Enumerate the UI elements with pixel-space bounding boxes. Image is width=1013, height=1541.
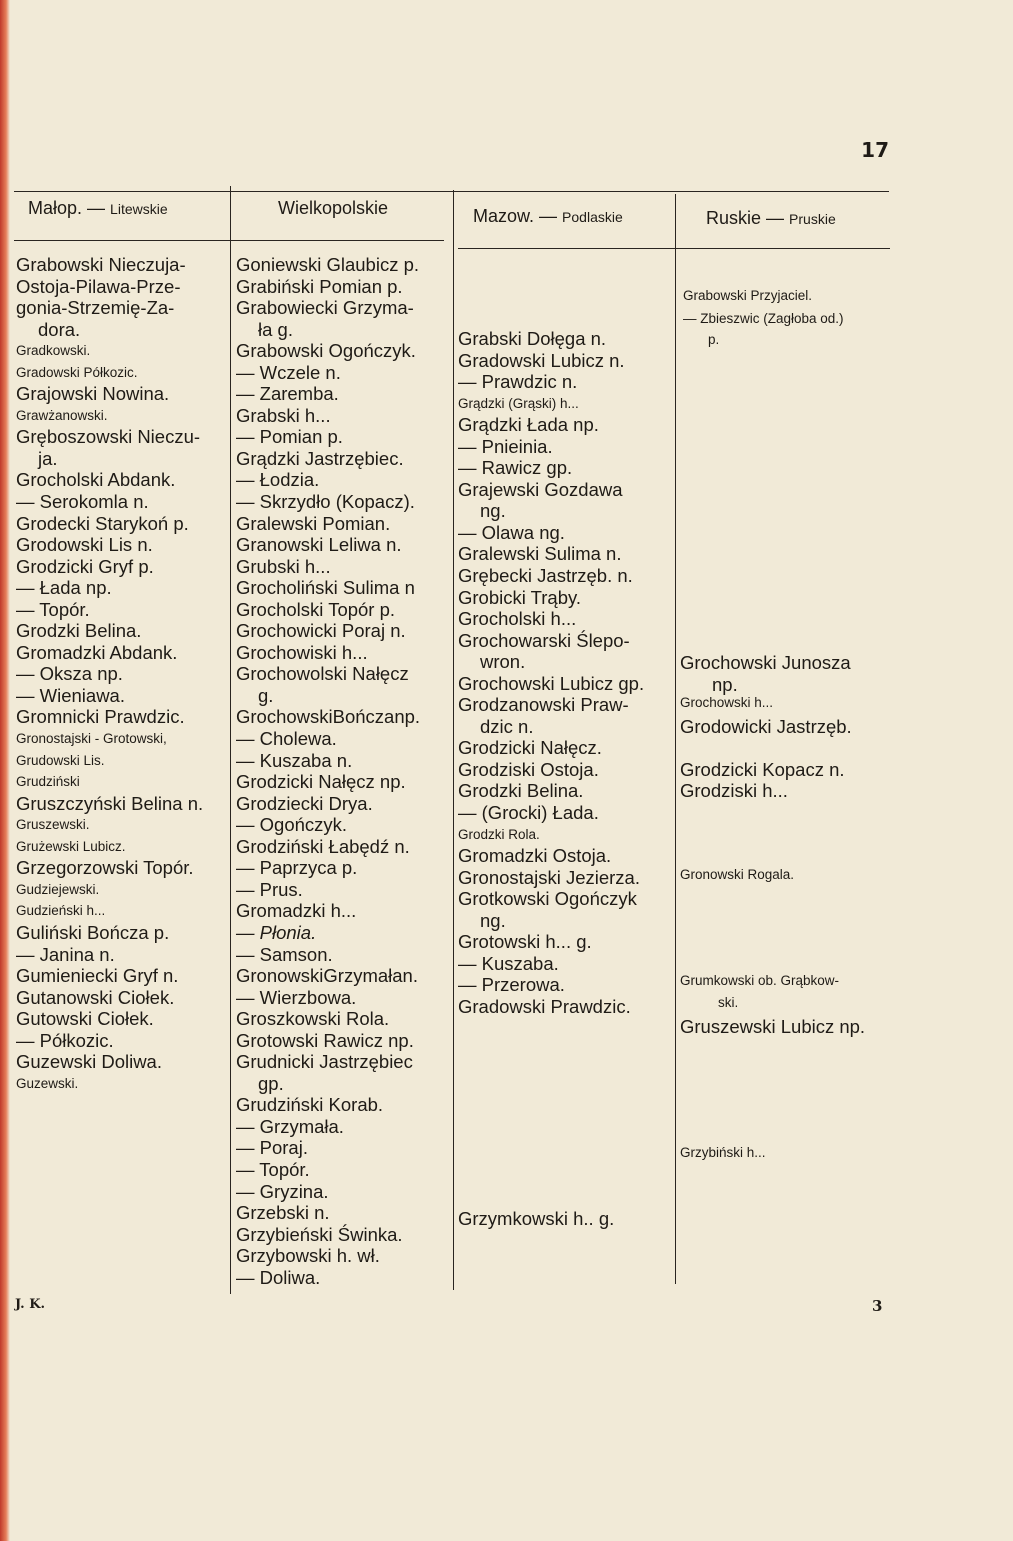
list-item: — Wieniawa. [16,684,125,706]
list-item: Grądzki (Grąski) h... [458,395,579,411]
list-item: Grodzicki Nałęcz np. [236,771,406,793]
list-item: ja. [38,447,58,469]
header-wielkopolskie [278,198,388,219]
list-item: wron. [480,651,526,673]
list-item: Grabowiecki Grzyma- [236,297,414,319]
list-item: Grodzicki Gryf p. [16,555,154,577]
list-item: — Doliwa. [236,1266,321,1288]
column-divider-1 [230,186,231,1294]
list-item: — Oksza np. [16,663,123,685]
list-item: Gruszewski Lubicz np. [680,1016,866,1037]
list-item: Grabiński Pomian p. [236,275,403,297]
list-item: Grudnicki Jastrzębiec [236,1051,413,1073]
list-item: — Serokomla n. [16,491,149,513]
list-item: Gromadzki h... [236,900,357,922]
list-item: Guliński Bończa p. [16,921,170,943]
list-item: ła g. [258,318,293,340]
page-spine-edge [0,0,10,1541]
header-top-rule [14,191,889,192]
list-item: Grocholiński Sulima n [236,577,415,599]
list-item: Grodziski Ostoja. [458,758,599,780]
list-item: g. [258,684,274,706]
list-item: — Ogończyk. [236,814,348,836]
list-item: — Zbieszwic (Zagłoba od.) [683,311,844,326]
list-item: Gromnicki Prawdzic. [16,706,185,728]
column-mazowieckie-podlaskie [458,328,644,1018]
list-item: — Wczele n. [236,361,341,383]
list-item: Grądzki Łada np. [458,414,599,436]
list-item: Grotowski Rawicz np. [236,1029,414,1051]
list-item: Grzybieński Świnka. [236,1223,403,1245]
list-item: — Kuszaba. [458,952,559,974]
list-item: Gradowski Półkozic. [16,364,138,380]
list-item: — Kuszaba n. [236,749,353,771]
column-divider-2 [453,190,454,1290]
list-item: Grocholski h... [458,608,577,630]
list-item: — Wierzbowa. [236,986,357,1008]
list-item: — (Grocki) Łada. [458,802,599,824]
list-item: Gradowski Lubicz n. [458,349,625,371]
list-item: Grodecki Starykoń p. [16,512,189,534]
list-item: Gradkowski. [16,343,91,359]
list-item: — Paprzyca p. [236,857,358,879]
list-item: Grodzicki Nałęcz. [458,737,602,759]
list-item: Gronowski Rogala. [680,867,795,882]
list-item: Gutowski Ciołek. [16,1008,154,1030]
list-item: Grzebski n. [236,1202,330,1224]
list-item: Grodziński Łabędź n. [236,835,410,857]
list-item: — Pnieinia. [458,435,553,457]
header-col1-main: Małop. — [28,198,106,218]
list-item: Grodzki Belina. [16,620,142,642]
list-item: Grzybowski h. wł. [236,1245,380,1267]
list-item: Gudziejewski. [16,881,100,897]
list-item: Grodowicki Jastrzęb. [680,716,852,737]
header-col3-sub: Podlaskie [562,209,623,225]
list-item: Grodzki Belina. [458,780,584,802]
list-item: Grużewski Lubicz. [16,838,126,854]
list-item: Gumieniecki Gryf n. [16,965,179,987]
list-item: gp. [258,1072,284,1094]
header-col4-sub: Pruskie [789,211,836,227]
column-divider-3 [675,194,676,1284]
list-item: — Płonia. [236,921,317,943]
list-item: Grochowski Junosza [680,652,851,673]
list-item: — Prawdzic n. [458,371,578,393]
list-item: Guzewski Doliwa. [16,1051,162,1073]
header-col4-main: Ruskie — [706,208,785,228]
page-number: 17 [861,138,889,162]
header-bottom-rule-left [14,240,444,241]
list-item: Grzybiński h... [680,1145,766,1160]
list-item: Grzegorzowski Topór. [16,857,194,879]
footer-signature-mark: J. K. [15,1297,46,1312]
header-malopolskie-litewskie [28,198,168,219]
list-item: — Grzymała. [236,1115,344,1137]
list-item: Grodzanowski Praw- [458,694,629,716]
list-item: Grabski Dołęga n. [458,328,607,349]
list-item: dzic n. [480,715,534,737]
header-col3-main: Mazow. — [473,206,558,226]
list-item: Grodziecki Drya. [236,792,373,814]
list-item: — Olawa ng. [458,521,565,543]
list-item: dora. [38,318,81,340]
list-item: Gradowski Prawdzic. [458,995,631,1017]
list-item: Grodzicki Kopacz n. [680,759,845,780]
list-item: Gruszczyński Belina n. [16,792,204,814]
column-wielkopolskie [236,254,420,1288]
list-item: Grajewski Gozdawa [458,478,623,500]
list-item: Gralewski Sulima n. [458,543,622,565]
list-item: Gudzieński h... [16,903,106,919]
list-item: — Topór. [16,598,90,620]
list-item: GronowskiGrzymałan. [236,965,418,987]
list-item: Grobicki Trąby. [458,586,582,608]
list-item: — Samson. [236,943,333,965]
list-item: p. [708,332,720,347]
list-item: Gronostajski Jezierza. [458,866,640,888]
list-item: Gromadzki Abdank. [16,641,178,663]
list-item: — Rawicz gp. [458,457,573,479]
list-item: Grudziński Korab. [236,1094,384,1116]
list-item: Grajowski Nowina. [16,383,170,405]
list-item: — Poraj. [236,1137,308,1159]
list-item: — Gryzina. [236,1180,329,1202]
list-item: Grochowarski Ślepo- [458,629,630,651]
list-item: Grudziński [16,774,80,790]
list-item: Grądzki Jastrzębiec. [236,447,404,469]
list-item: Grocholski Topór p. [236,598,396,620]
list-item: ng. [480,909,506,931]
list-item: — Prus. [236,878,303,900]
list-item: Grochowski Lubicz gp. [458,672,645,694]
list-item: — Łodzia. [236,469,320,491]
list-item: Groszkowski Rola. [236,1008,390,1030]
list-item: ng. [480,500,506,522]
list-item: Grodzki Rola. [458,826,540,842]
list-item: — Janina n. [16,943,115,965]
list-item: Granowski Leliwa n. [236,534,402,556]
list-item: Grawżanowski. [16,407,108,423]
list-item: gonia-Strzemię-Za- [16,297,175,319]
list-item: — Pomian p. [236,426,343,448]
list-item: Ostoja-Pilawa-Prze- [16,275,181,297]
list-item: Grochowski h... [680,695,774,710]
list-item: — Cholewa. [236,728,337,750]
list-item: Gręboszowski Nieczu- [16,426,201,448]
header-mazowieckie-podlaskie [473,206,623,227]
list-item: Grumkowski ob. Grąbkow- [680,973,840,988]
list-item: Gutanowski Ciołek. [16,986,175,1008]
header-ruskie-pruskie [706,208,836,229]
list-item: — Zaremba. [236,383,339,405]
list-item: — Topór. [236,1158,310,1180]
list-item: Gralewski Pomian. [236,512,391,534]
header-col1-sub: Litewskie [110,201,168,217]
list-item: Grodziski h... [680,780,788,801]
list-item: — Półkozic. [16,1029,114,1051]
list-item: Grębecki Jastrzęb. n. [458,565,633,587]
list-item: np. [712,674,738,695]
list-item: Grubski h... [236,555,331,577]
list-item: ski. [718,995,739,1010]
list-item: Grzymkowski h.. g. [458,1208,615,1229]
footer-sheet-number: 3 [872,1297,883,1315]
list-item: Grochowicki Poraj n. [236,620,406,642]
list-item: Gronostajski - Grotowski, [16,731,167,747]
list-item: Grabowski Nieczuja- [16,254,186,275]
list-item: Grochowolski Nałęcz [236,663,409,685]
list-item: Grabski h... [236,404,331,426]
list-item: Gromadzki Ostoja. [458,845,612,867]
column-malopolskie-litewskie [16,254,203,1094]
list-item: Gruszewski. [16,817,90,833]
list-item: — Skrzydło (Kopacz). [236,491,415,513]
header-bottom-rule-right [458,248,890,249]
list-item: — Łada np. [16,577,112,599]
list-item: Grocholski Abdank. [16,469,176,491]
list-item: Grotkowski Ogończyk [458,888,637,910]
list-item: Guzewski. [16,1075,79,1091]
list-item: Grabowski Ogończyk. [236,340,416,362]
list-item: Grabowski Przyjaciel. [683,288,813,303]
list-item: Grodowski Lis n. [16,534,153,556]
list-item: Grotowski h... g. [458,931,592,953]
list-item: GrochowskiBończanp. [236,706,421,728]
header-col2-main: Wielkopolskie [278,198,389,218]
list-item: Grochowiski h... [236,641,368,663]
list-item: Grudowski Lis. [16,752,105,768]
list-item: Goniewski Glaubicz p. [236,254,420,275]
list-item: — Przerowa. [458,974,565,996]
